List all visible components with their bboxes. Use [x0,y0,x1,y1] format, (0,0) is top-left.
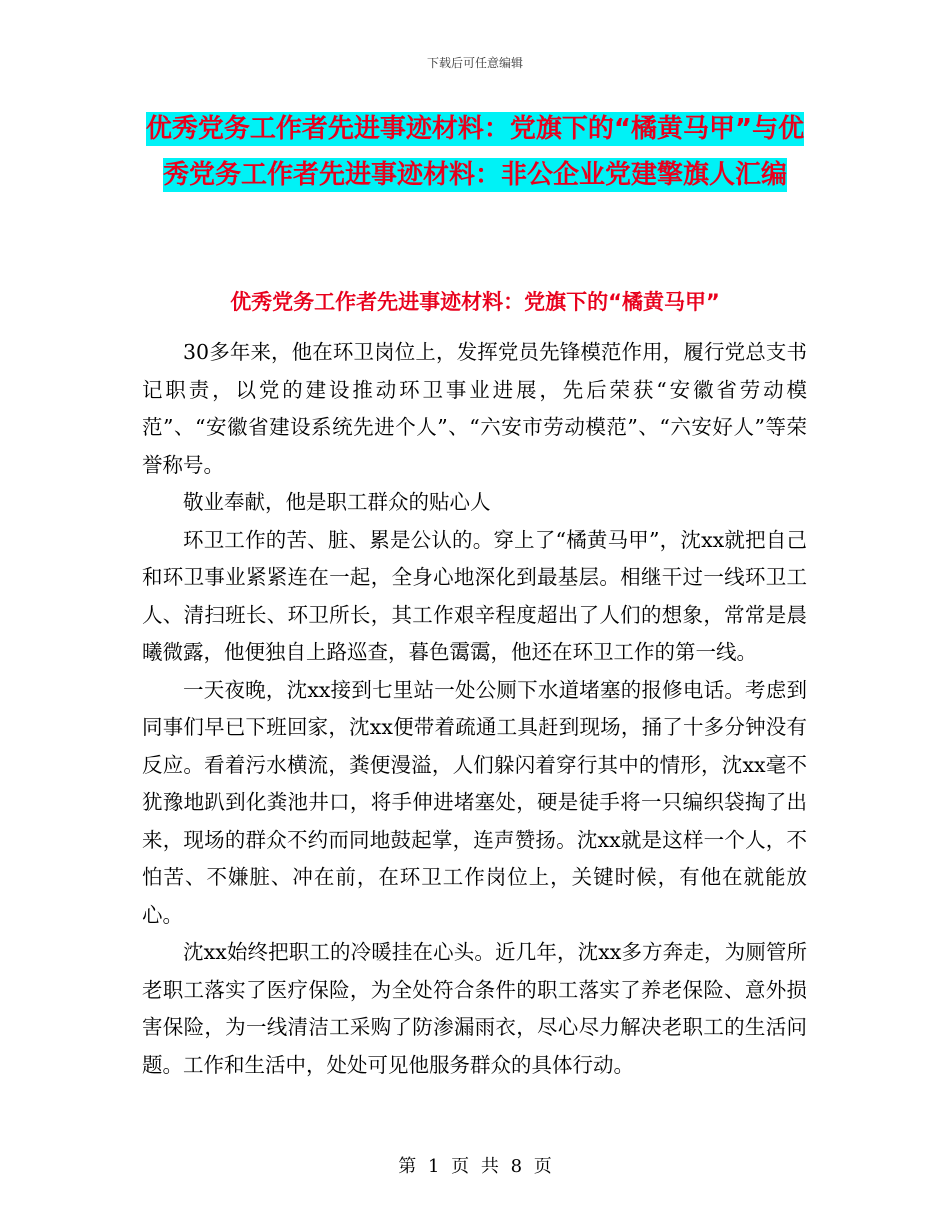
section-title: 优秀党务工作者先进事迹材料：党旗下的“橘黄马甲” [230,290,720,314]
paragraph-heading: 敬业奉献，他是职工群众的贴心人 [183,490,491,514]
page-number: 第 1 页 共 8 页 [398,1156,552,1177]
document-title [140,106,810,198]
document-title-text: 优秀党务工作者先进事迹材料：党旗下的“橘黄马甲”与优秀党务工作者先进事迹材料：非公企业党建擎旗人汇编 [145,114,805,190]
body-text [142,334,807,1084]
header-note: 下载后可任意编辑 [426,56,523,70]
paragraph: 环卫工作的苦、脏、累是公认的。穿上了“橘黄马甲”，沈xx就把自己和环卫事业紧紧连在一起，全身心地深化到最基层。相继干过一线环卫工人、清扫班长、环卫所长，其工作艰辛程度超出了人们的想象，常常是晨曦微露，他便独自上路巡查，暮色霭霭，他还在环卫工作的第一线。 [142,527,807,664]
paragraph: 30多年来，他在环卫岗位上，发挥党员先锋模范作用，履行党总支书记职责，以党的建设推动环卫事业进展，先后荣获“安徽省劳动模范”、“安徽省建设系统先进个人”、“六安市劳动模范”、“六安好人”等荣誉称号。 [142,340,807,477]
paragraph: 一天夜晚，沈xx接到七里站一处公厕下水道堵塞的报修电话。考虑到同事们早已下班回家，沈xx便带着疏通工具赶到现场，捅了十多分钟没有反应。看着污水横流，粪便漫溢，人们躲闪着穿行其中的情形，沈xx毫不犹豫地趴到化粪池井口，将手伸进堵塞处，硬是徒手将一只编织袋掏了出来，现场的群众不约而同地鼓起掌，连声赞扬。沈xx就是这样一个人，不怕苦、不嫌脏、冲在前，在环卫工作岗位上，关键时候，有他在就能放心。 [142,677,807,927]
paragraph: 沈xx始终把职工的冷暖挂在心头。近几年，沈xx多方奔走，为厕管所老职工落实了医疗保险，为全处符合条件的职工落实了养老保险、意外损害保险，为一线清洁工采购了防渗漏雨衣，尽心尽力解决老职工的生活问题。工作和生活中，处处可见他服务群众的具体行动。 [142,940,807,1077]
